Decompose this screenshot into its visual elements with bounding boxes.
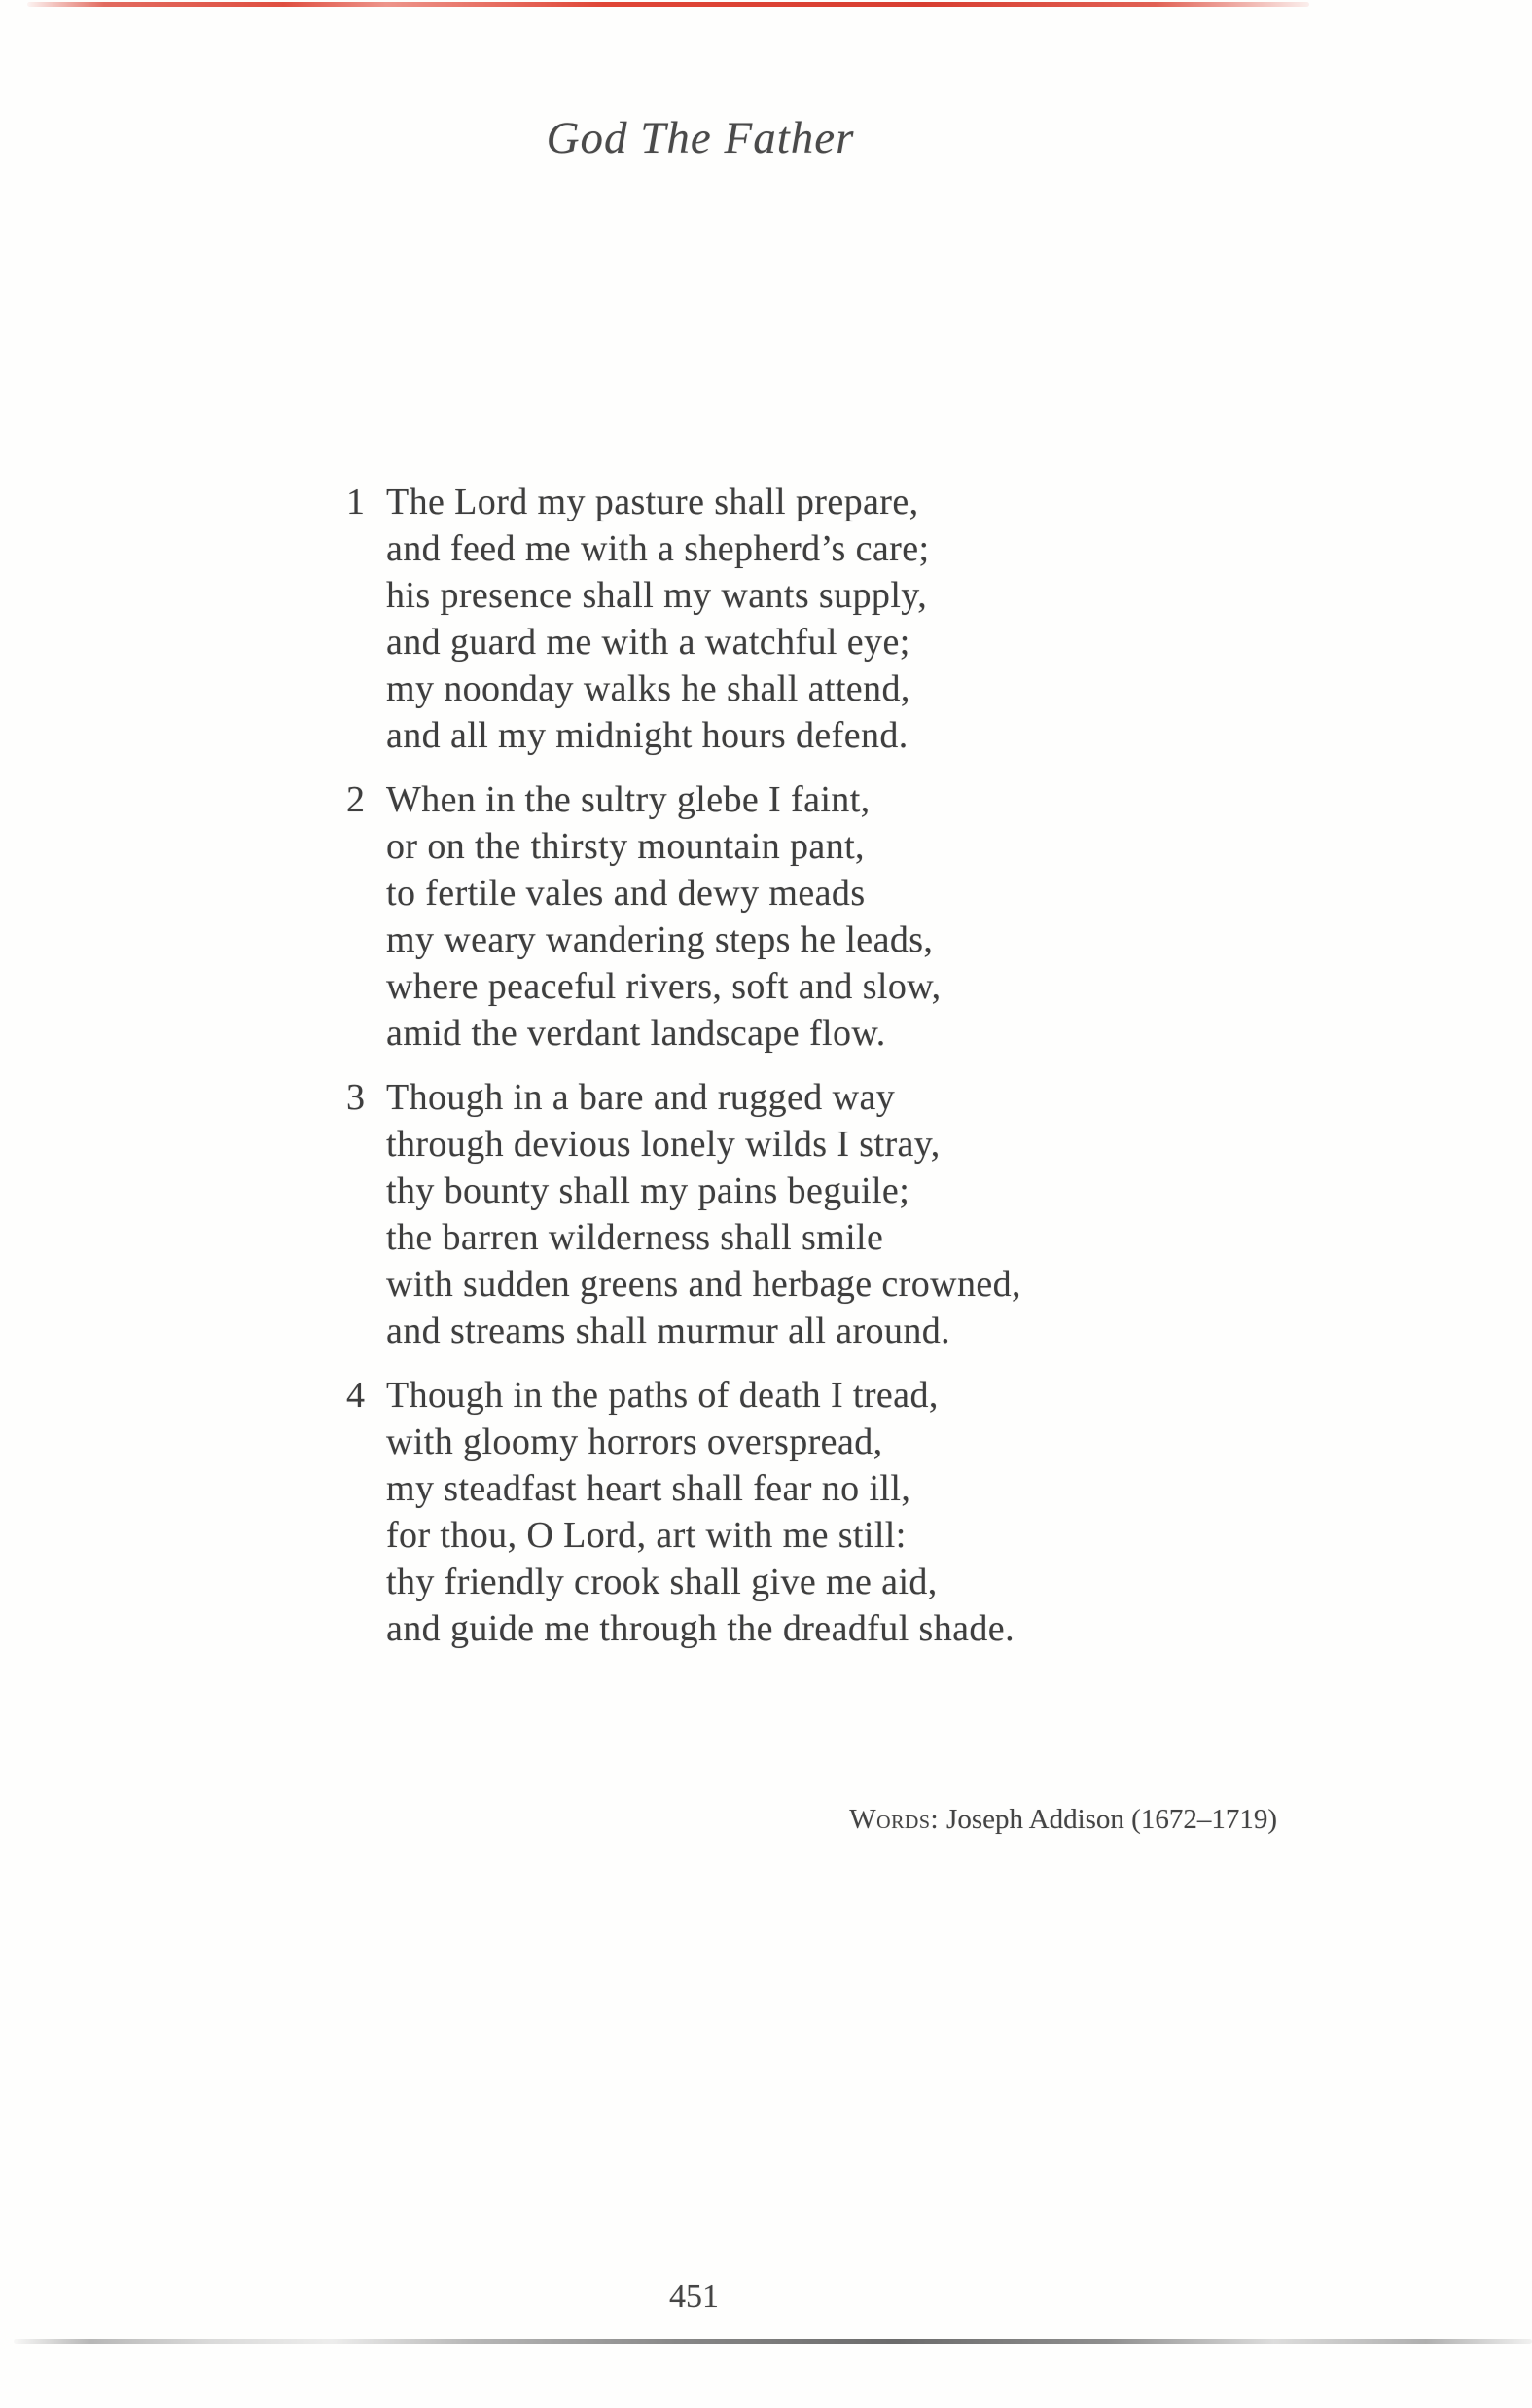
verse-2 xyxy=(346,776,1021,1057)
verse-line: with sudden greens and herbage crowned, xyxy=(386,1264,1021,1305)
verse-3 xyxy=(346,1074,1021,1354)
words-attribution-label: Words: xyxy=(849,1804,940,1835)
verse-line: to fertile vales and dewy meads xyxy=(386,873,866,914)
verse-lines xyxy=(386,1074,1021,1354)
verse-4 xyxy=(346,1372,1021,1652)
verse-number: 4 xyxy=(346,1375,365,1416)
verse-lines xyxy=(386,1372,1015,1652)
verse-line: Though in the paths of death I tread, xyxy=(386,1375,939,1416)
verse-line: with gloomy horrors overspread, xyxy=(386,1421,883,1462)
verse-line: or on the thirsty mountain pant, xyxy=(386,826,865,867)
verse-line: When in the sultry glebe I faint, xyxy=(386,779,871,820)
verse-line: his presence shall my wants supply, xyxy=(386,575,928,616)
verse-lines xyxy=(386,479,929,759)
verse-line: thy friendly crook shall give me aid, xyxy=(386,1562,938,1602)
verse-line: and streams shall murmur all around. xyxy=(386,1311,951,1351)
page-number: 451 xyxy=(669,2279,719,2315)
verse-line: my weary wandering steps he leads, xyxy=(386,919,934,960)
section-header: God The Father xyxy=(546,113,855,163)
verse-line: and guide me through the dreadful shade. xyxy=(386,1608,1015,1649)
verse-line: my noonday walks he shall attend, xyxy=(386,668,910,709)
scan-edge-bottom-rule xyxy=(14,2339,1532,2344)
verse-line: my steadfast heart shall fear no ill, xyxy=(386,1468,911,1509)
verse-line: where peaceful rivers, soft and slow, xyxy=(386,966,942,1007)
verse-line: the barren wilderness shall smile xyxy=(386,1217,884,1258)
verse-number: 2 xyxy=(346,779,365,820)
scan-edge-top-rule xyxy=(27,2,1309,7)
words-attribution-name: Joseph Addison (1672–1719) xyxy=(946,1804,1277,1835)
verse-line: for thou, O Lord, art with me still: xyxy=(386,1515,907,1556)
verse-line: and feed me with a shepherd’s care; xyxy=(386,528,930,569)
verse-1 xyxy=(346,479,1021,759)
words-attribution xyxy=(849,1802,1277,1837)
hymn-text xyxy=(346,479,1021,1670)
verse-line: and all my midnight hours defend. xyxy=(386,715,909,756)
verse-number: 1 xyxy=(346,482,365,522)
verse-lines xyxy=(386,776,942,1057)
verse-number: 3 xyxy=(346,1077,365,1118)
verse-line: The Lord my pasture shall prepare, xyxy=(386,482,919,522)
verse-line: thy bounty shall my pains beguile; xyxy=(386,1170,910,1211)
verse-line: amid the verdant landscape flow. xyxy=(386,1013,886,1054)
verse-line: and guard me with a watchful eye; xyxy=(386,622,910,663)
verse-line: through devious lonely wilds I stray, xyxy=(386,1124,941,1165)
verse-line: Though in a bare and rugged way xyxy=(386,1077,896,1118)
